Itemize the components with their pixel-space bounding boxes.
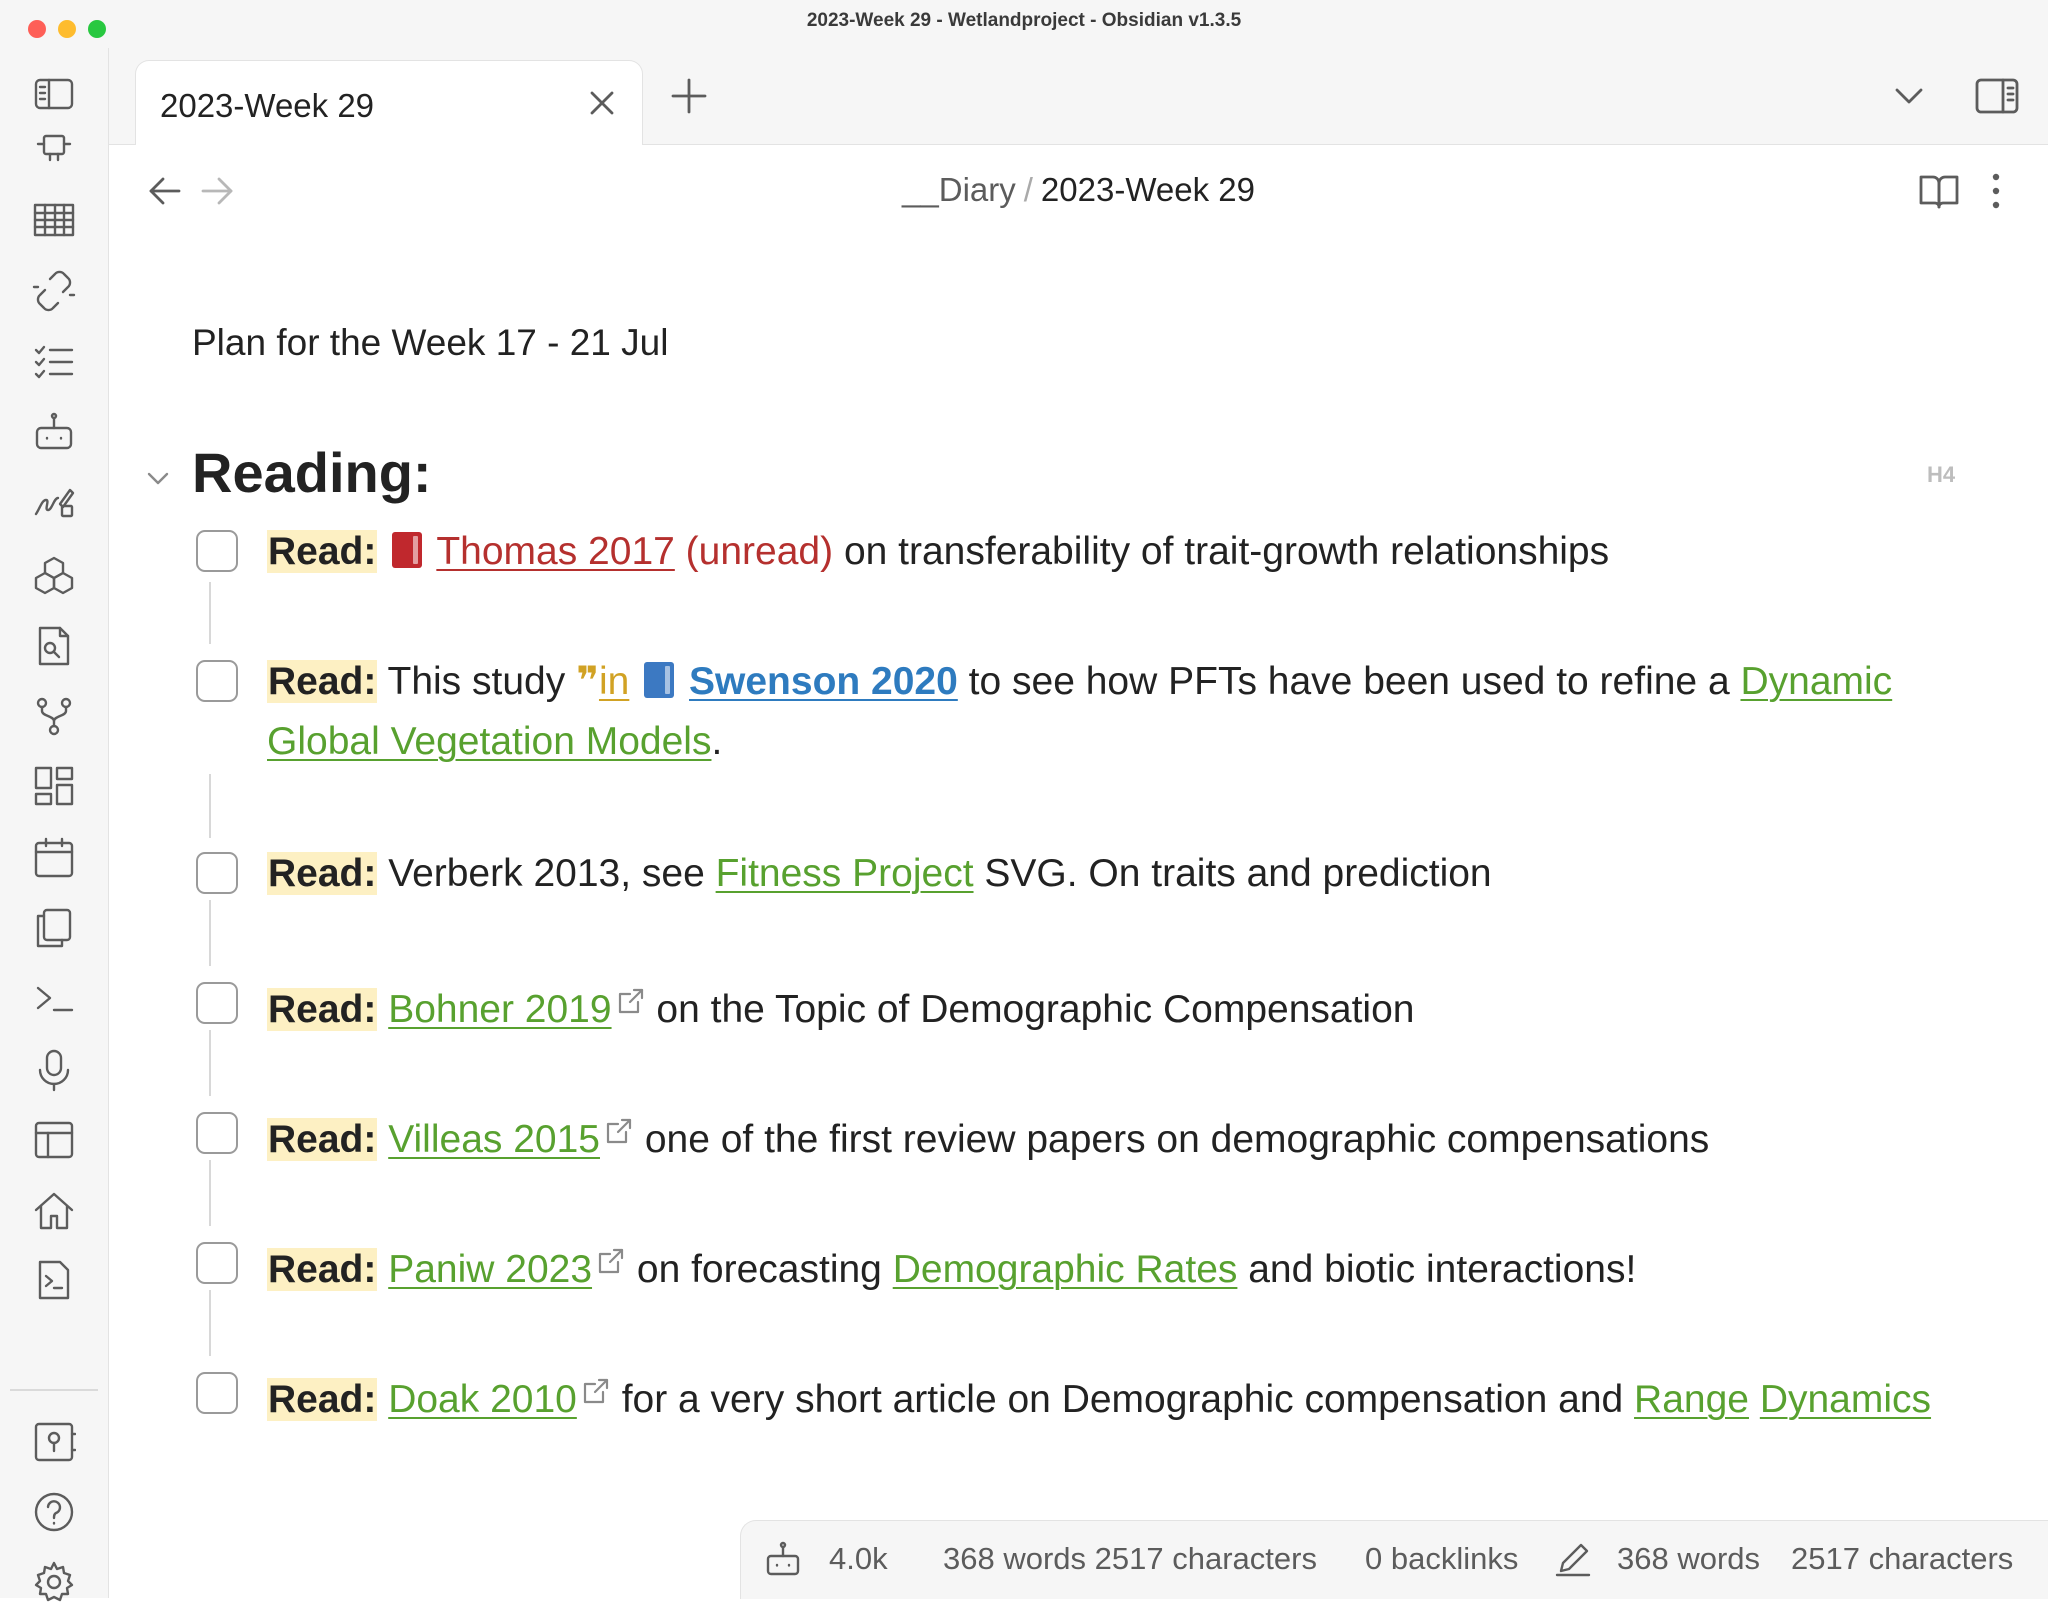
- quote-icon: ❞: [576, 660, 599, 703]
- task-link[interactable]: Paniw 2023: [388, 1248, 593, 1291]
- task-text: on forecasting: [636, 1248, 882, 1291]
- help-icon[interactable]: [28, 1486, 80, 1538]
- backlinks-count[interactable]: 0 backlinks: [1365, 1541, 1519, 1576]
- red-book-icon: [392, 532, 422, 568]
- external-link-icon: [616, 974, 646, 1004]
- dashboard-icon[interactable]: [28, 760, 80, 812]
- breadcrumb-parent-folder[interactable]: __Diary: [902, 171, 1016, 208]
- task-item: [267, 844, 1947, 904]
- status-bar: [740, 1520, 2048, 1599]
- task-checkbox[interactable]: [196, 1372, 238, 1414]
- robot-icon[interactable]: [28, 406, 80, 458]
- reading-view-book-icon[interactable]: [1917, 169, 1961, 213]
- sidebar-toggle-icon[interactable]: [28, 68, 80, 120]
- word-count: 368 words: [1617, 1541, 1761, 1576]
- task-link-secondary-continued[interactable]: Dynamics: [1759, 1378, 1932, 1421]
- external-link-icon: [596, 1234, 626, 1264]
- pencil-edit-icon[interactable]: [1553, 1539, 1593, 1579]
- task-text: for a very short article on Demographic compensation and: [621, 1378, 1624, 1421]
- task-text: one of the first review papers on demographic compensations: [644, 1118, 1710, 1161]
- window-title: 2023-Week 29 - Wetlandproject - Obsidian v1.3.5: [806, 10, 1242, 31]
- character-count: 2517 characters: [1791, 1541, 2014, 1576]
- task-text-end: .: [711, 720, 723, 763]
- task-item: [267, 522, 1947, 582]
- task-link[interactable]: Fitness Project: [715, 852, 974, 895]
- task-item: [267, 1234, 1947, 1300]
- task-label: Read:: [268, 1118, 377, 1161]
- task-item: [267, 1104, 1947, 1170]
- task-guide-line: [209, 582, 211, 644]
- external-link-icon: [581, 1364, 611, 1394]
- token-count: 4.0k: [829, 1541, 888, 1576]
- reading-heading: Reading:: [192, 441, 432, 504]
- table-icon[interactable]: [28, 194, 80, 246]
- task-item: [267, 1364, 1947, 1430]
- layout-icon[interactable]: [28, 1114, 80, 1166]
- word-character-count: 368 words 2517 characters: [943, 1541, 1317, 1576]
- breadcrumb: [109, 171, 2048, 209]
- task-guide-line: [209, 1030, 211, 1096]
- task-text: to see how PFTs have been used to refine a: [968, 660, 1730, 703]
- console-icon[interactable]: [28, 1254, 80, 1306]
- tab-2023-week-29[interactable]: [135, 60, 643, 146]
- task-checkbox[interactable]: [196, 982, 238, 1024]
- blue-book-icon: [644, 662, 674, 698]
- task-label: Read:: [268, 988, 377, 1031]
- terminal-prompt-icon[interactable]: [28, 974, 80, 1026]
- copy-files-icon[interactable]: [28, 902, 80, 954]
- task-text: SVG. On traits and prediction: [984, 852, 1492, 895]
- task-label: Read:: [268, 1378, 377, 1421]
- home-icon[interactable]: [28, 1184, 80, 1236]
- task-item: [267, 974, 1947, 1040]
- fold-chevron-down-icon[interactable]: [143, 464, 173, 494]
- task-text: Verberk 2013, see: [388, 852, 705, 895]
- task-text: on transferability of trait-growth relationships: [843, 530, 1610, 573]
- external-link-icon: [604, 1104, 634, 1134]
- microphone-icon[interactable]: [28, 1044, 80, 1096]
- tab-title: 2023-Week 29: [160, 87, 375, 124]
- task-link-secondary[interactable]: Dynamic Global Vegetation Models: [267, 660, 1893, 763]
- task-checkbox[interactable]: [196, 1242, 238, 1284]
- task-text: and biotic interactions!: [1248, 1248, 1637, 1291]
- file-search-icon[interactable]: [28, 620, 80, 672]
- note-editor[interactable]: [109, 240, 2048, 1598]
- left-ribbon: [0, 48, 109, 1598]
- settings-gear-icon[interactable]: [28, 1556, 80, 1608]
- task-guide-line: [209, 900, 211, 966]
- task-label: Read:: [268, 530, 377, 573]
- chip-icon[interactable]: [28, 130, 80, 182]
- tab-bar: [109, 48, 2048, 145]
- task-link-secondary[interactable]: Range: [1634, 1378, 1749, 1421]
- task-checkbox[interactable]: [196, 1112, 238, 1154]
- task-checkbox[interactable]: [196, 530, 238, 572]
- plan-line: Plan for the Week 17 - 21 Jul: [192, 322, 669, 363]
- task-label: Read:: [268, 660, 377, 703]
- graph-fork-icon[interactable]: [28, 690, 80, 742]
- window-titlebar: [0, 0, 2048, 48]
- breadcrumb-current-note[interactable]: 2023-Week 29: [1040, 171, 1255, 208]
- tab-list-chevron-down-icon[interactable]: [1887, 74, 1931, 118]
- broken-link-icon[interactable]: [28, 265, 80, 317]
- task-label: Read:: [268, 1248, 377, 1291]
- vault-switcher-icon[interactable]: [28, 1416, 80, 1468]
- task-link[interactable]: Thomas 2017: [436, 530, 675, 573]
- reading-heading-row: [109, 440, 2048, 510]
- task-item: [267, 652, 1947, 772]
- task-link[interactable]: Villeas 2015: [388, 1118, 600, 1161]
- robot-icon[interactable]: [763, 1539, 803, 1579]
- heading-level-badge: H4: [1927, 462, 1956, 487]
- task-guide-line: [209, 1290, 211, 1356]
- cubes-icon[interactable]: [28, 550, 80, 602]
- in-link[interactable]: in: [598, 660, 630, 703]
- task-checkbox[interactable]: [196, 660, 238, 702]
- task-checkbox[interactable]: [196, 852, 238, 894]
- calendar-icon[interactable]: [28, 832, 80, 884]
- task-link[interactable]: Swenson 2020: [689, 660, 958, 703]
- task-text: on the Topic of Demographic Compensation: [656, 988, 1415, 1031]
- signature-icon[interactable]: [28, 476, 80, 528]
- view-header: [109, 145, 2048, 239]
- task-guide-line: [209, 774, 211, 838]
- right-sidebar-toggle-icon[interactable]: [1973, 72, 2021, 120]
- task-label: Read:: [268, 852, 377, 895]
- task-link-secondary[interactable]: Demographic Rates: [892, 1248, 1238, 1291]
- breadcrumb-separator: /: [1023, 171, 1033, 208]
- close-tab-icon[interactable]: [580, 81, 624, 125]
- task-status: (unread): [685, 530, 834, 573]
- task-link[interactable]: Bohner 2019: [388, 988, 612, 1031]
- task-guide-line: [209, 1160, 211, 1226]
- ribbon-divider: [10, 1389, 98, 1391]
- more-options-icon[interactable]: [1981, 169, 2011, 213]
- task-text: This study: [387, 660, 566, 703]
- checklist-icon[interactable]: [28, 336, 80, 388]
- task-link[interactable]: Doak 2010: [388, 1378, 577, 1421]
- new-tab-plus-icon[interactable]: [665, 72, 713, 120]
